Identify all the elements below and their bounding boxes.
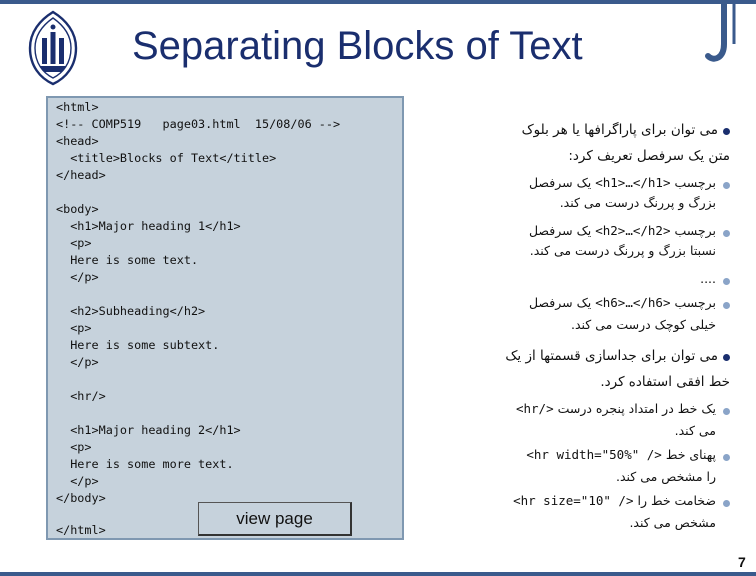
note-text: برچسب	[674, 223, 716, 238]
code-line: <p>	[56, 440, 92, 454]
slide-title: Separating Blocks of Text	[132, 24, 583, 68]
note-h2	[529, 222, 716, 240]
code-line-h1: <h1>Major heading 2</h1>	[56, 423, 241, 437]
note-text: پهنای خط	[665, 447, 716, 462]
code-panel	[46, 96, 404, 540]
note-line: نسبتا بزرگ و پررنگ درست می کند.	[529, 243, 716, 258]
code-line: </p>	[56, 474, 99, 488]
note-line: را مشخص می کند.	[615, 469, 716, 484]
note-hr-width	[526, 446, 716, 464]
note-text: یک سرفصل	[528, 223, 592, 238]
view-page-button[interactable]: view page	[198, 502, 352, 536]
code-line: Here is some subtext.	[56, 338, 220, 352]
note-text: برچسب	[674, 295, 716, 310]
code-line: </p>	[56, 355, 99, 369]
code-snippet: <hr width="50%" />	[526, 447, 662, 462]
bullet-icon	[723, 354, 730, 361]
bullet-icon	[723, 128, 730, 135]
note-text: برچسب	[674, 175, 716, 190]
top-border	[0, 0, 756, 4]
bullet-icon	[723, 230, 730, 237]
bullet-icon	[723, 408, 730, 415]
bottom-border	[0, 572, 756, 576]
note-text: یک خط در امتداد پنجره درست	[557, 401, 716, 416]
code-snippet: <h2>…</h2>	[595, 223, 671, 238]
code-line: Here is some more text.	[56, 457, 234, 471]
code-line: Here is some text.	[56, 253, 199, 267]
page-number: 7	[738, 554, 746, 570]
note-line: خیلی کوچک درست می کند.	[571, 317, 716, 332]
note-h6	[529, 294, 716, 312]
code-line: <p>	[56, 321, 92, 335]
bullet-icon	[723, 500, 730, 507]
code-line: <html>	[56, 100, 99, 114]
code-snippet: <hr size="10" />	[513, 493, 634, 508]
note-line: ....	[700, 271, 716, 286]
note-text: ضخامت خط را	[637, 493, 716, 508]
code-snippet: <h6>…</h6>	[595, 295, 671, 310]
note-line: می توان برای پاراگرافها یا هر بلوک	[521, 122, 718, 138]
code-line: </p>	[56, 270, 99, 284]
note-line: خط افقی استفاده کرد.	[600, 374, 730, 390]
code-line-h2: <h2>Subheading</h2>	[56, 304, 206, 318]
note-line: بزرگ و پررنگ درست می کند.	[559, 195, 716, 210]
notes-panel	[418, 116, 730, 546]
code-line: </head>	[56, 168, 106, 182]
note-text: یک سرفصل	[528, 175, 592, 190]
bullet-icon	[723, 302, 730, 309]
note-line: متن یک سرفصل تعریف کرد:	[568, 148, 730, 164]
note-line: مشخص می کند.	[629, 515, 716, 530]
note-hr-size	[513, 492, 716, 510]
code-snippet: <hr/>	[515, 401, 554, 416]
code-line: <p>	[56, 236, 92, 250]
note-text: یک سرفصل	[528, 295, 592, 310]
code-line: <!-- COMP519 page03.html 15/08/06 -->	[56, 117, 341, 131]
note-hr	[516, 400, 716, 418]
university-logo	[22, 8, 84, 86]
code-line-hr: <hr/>	[56, 389, 106, 403]
code-line: <body>	[56, 202, 99, 216]
corner-decoration	[690, 0, 756, 96]
code-line-h1: <h1>Major heading 1</h1>	[56, 219, 241, 233]
bullet-icon	[723, 182, 730, 189]
code-line: </body>	[56, 491, 106, 505]
code-line: </html>	[56, 523, 106, 537]
code-snippet: <h1>…</h1>	[595, 175, 671, 190]
note-h1	[529, 174, 716, 192]
bullet-icon	[723, 454, 730, 461]
code-line: <title>Blocks of Text</title>	[56, 151, 277, 165]
bullet-icon	[723, 278, 730, 285]
note-line: می کند.	[674, 423, 716, 438]
note-line: می توان برای جداسازی قسمتها از یک	[505, 348, 718, 364]
code-line: <head>	[56, 134, 99, 148]
